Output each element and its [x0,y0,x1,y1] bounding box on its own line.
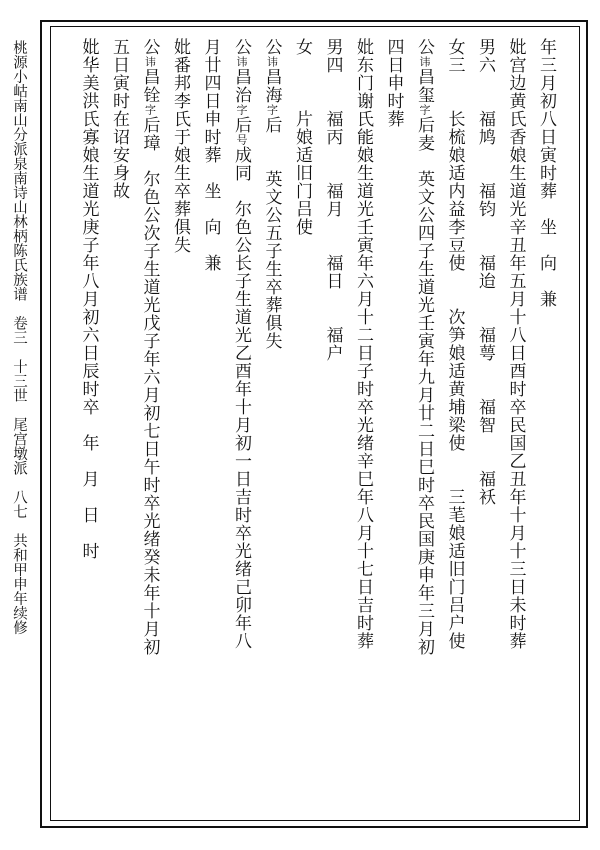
small-annotation: 讳 [143,56,157,68]
text-run: 后 英文公五子生卒葬俱失 [261,116,282,350]
text-run: 男六 福鸠 福钧 福迨 福萼 福智 福袄 [475,38,495,506]
text-run: 公 [139,38,160,56]
text-column [439,38,469,650]
text-run: 成同 尔色公长子生道光乙酉年十月初一日吉时卒光绪己卯年八 [231,146,251,650]
text-column [530,38,560,308]
text-run: 男四 福丙 福月 福日 福户 [322,38,343,362]
text-run: 妣番邦李氏于娘生卒葬俱失 [170,38,190,254]
text-run: 女三 长梳娘适内益李豆使 次笋娘适黄埔梁使 三芼娘适旧门吕户使 [444,38,465,650]
text-column [347,38,377,650]
text-run: 昌海 [261,68,282,104]
text-run: 妣东门谢氏能娘生道光壬寅年六月十二日子时卒光绪辛巳年八月十七日吉时葬 [353,38,373,650]
text-run: 昌治 [231,68,251,104]
small-annotation: 字 [418,104,431,116]
text-column [500,38,530,650]
text-run: 后璋 尔色公次子生道光戊子年六月初七日午时卒光绪癸未年十月初 [139,116,160,656]
text-column [408,38,438,656]
text-column [164,38,194,254]
text-column [73,38,103,560]
text-column [103,38,133,200]
small-annotation: 讳 [418,56,431,68]
text-run: 昌玺 [414,68,434,104]
text-run: 五日寅时在诏安身故 [109,38,129,200]
text-run: 妣华美洪氏寡娘生道光庚子年八月初六日辰时卒 年 月 日 时 [78,38,99,560]
text-run: 妣宫边黄氏香娘生道光辛丑年五月十八日酉时卒民国乙丑年十月十三日未时葬 [505,38,526,650]
small-annotation: 字 [143,104,157,116]
small-annotation: 字 [265,104,279,116]
margin-header: 桃源小岵南山分派泉南诗山林柄陈氏族谱 卷三 十三世 尾宫墩派 八七 共和甲申年续修 [11,40,27,635]
text-column [378,38,408,128]
small-annotation: 讳 [265,56,279,68]
text-run: 后麦 英文公四子生道光壬寅年九月廿二日巳时卒民国庚申年三月初 [414,116,434,656]
text-column [195,38,225,272]
text-column [469,38,499,506]
text-run: 公 [231,38,251,56]
text-run: 女 片娘适旧门吕使 [292,38,312,236]
text-column [317,38,347,362]
text-column [134,38,164,656]
text-run: 公 [414,38,434,56]
small-annotation: 讳 [235,56,248,68]
text-column [256,38,286,350]
text-run: 年三月初八日寅时葬 坐 向 兼 [536,38,556,308]
text-run: 昌铨 [139,68,160,104]
small-annotation: 字 [235,104,248,116]
text-column [286,38,316,236]
text-run: 后 [231,116,251,134]
small-annotation: 号 [235,134,248,146]
text-run: 月廿四日申时葬 坐 向 兼 [200,38,221,272]
text-run: 公 [261,38,282,56]
text-run: 四日申时葬 [383,38,404,128]
text-column [225,38,255,650]
